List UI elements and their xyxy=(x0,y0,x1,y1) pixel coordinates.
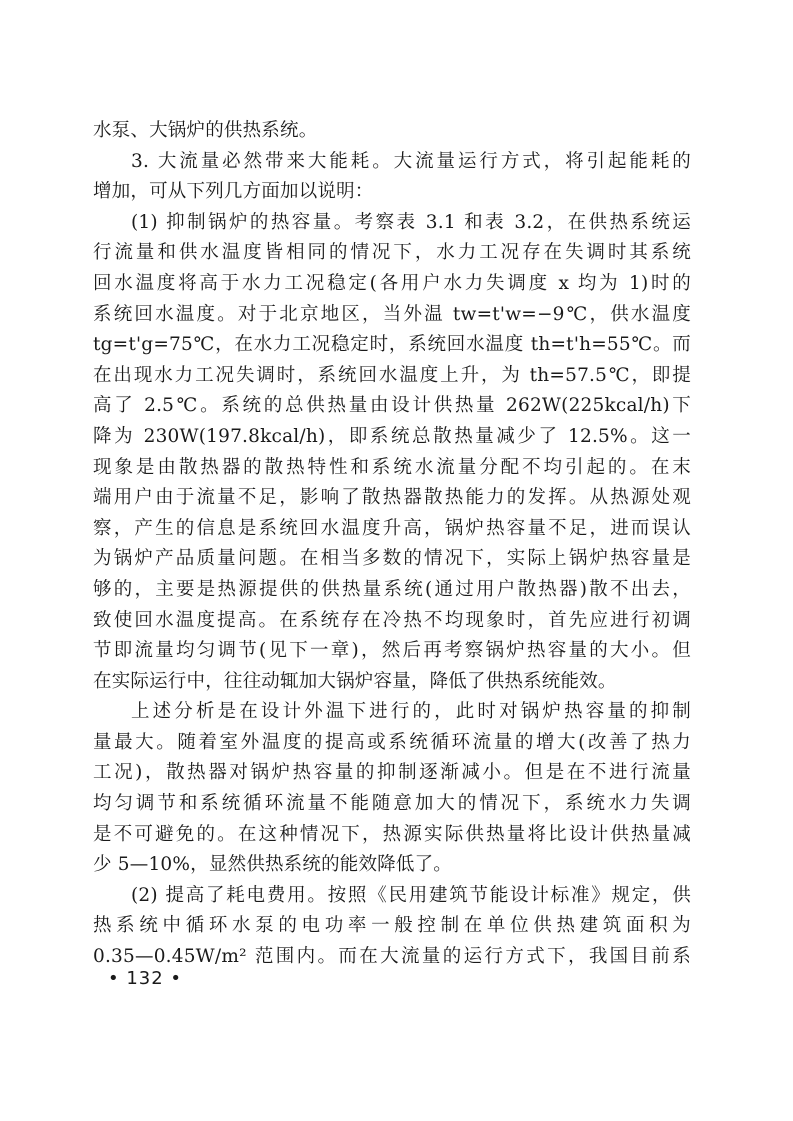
text-line: 现象是由散热器的散热特性和系统水流量分配不均引起的。在末 xyxy=(93,456,691,478)
text-line: 为锅炉产品质量问题。在相当多数的情况下，实际上锅炉热容量是 xyxy=(93,548,691,570)
text-line: tg=t'g=75℃，在水力工况稳定时，系统回水温度 th=t'h=55℃。而 xyxy=(93,334,691,356)
text-line: 工况)，散热器对锅炉热容量的抑制逐渐减小。但是在不进行流量 xyxy=(93,762,691,784)
text-line: (2) 提高了耗电费用。按照《民用建筑节能设计标准》规定，供 xyxy=(131,884,691,906)
text-line: 高了 2.5℃。系统的总供热量由设计供热量 262W(225kcal/h)下 xyxy=(93,395,691,417)
text-line: 热系统中循环水泵的电功率一般控制在单位供热建筑面积为 xyxy=(93,915,691,937)
page-number: • 132 • xyxy=(108,968,183,989)
text-line: 察，产生的信息是系统回水温度升高，锅炉热容量不足，进而误认 xyxy=(93,517,691,539)
text-line: 在实际运行中，往往动辄加大锅炉容量，降低了供热系统能效。 xyxy=(93,670,617,692)
text-line: 0.35—0.45W/m² 范围内。而在大流量的运行方式下，我国目前系 xyxy=(93,946,691,968)
text-line: 端用户由于流量不足，影响了散热器散热能力的发挥。从热源处观 xyxy=(93,487,691,509)
text-line: 节即流量均匀调节(见下一章)，然后再考察锅炉热容量的大小。但 xyxy=(93,640,691,662)
text-line: 水泵、大锅炉的供热系统。 xyxy=(93,120,318,141)
body-text xyxy=(93,116,691,973)
text-line: 3. 大流量必然带来大能耗。大流量运行方式，将引起能耗的 xyxy=(131,150,691,172)
text-line: 够的，主要是热源提供的供热量系统(通过用户散热器)散不出去， xyxy=(93,578,691,600)
text-line: 降为 230W(197.8kcal/h)，即系统总散热量减少了 12.5%。这一 xyxy=(93,425,691,447)
text-line: 增加，可从下列几方面加以说明： xyxy=(93,181,374,203)
text-line: (1) 抑制锅炉的热容量。考察表 3.1 和表 3.2，在供热系统运 xyxy=(131,211,691,233)
text-line: 回水温度将高于水力工况稳定(各用户水力失调度 x 均为 1)时的 xyxy=(93,272,691,294)
text-line: 致使回水温度提高。在系统存在冷热不均现象时，首先应进行初调 xyxy=(93,609,691,631)
text-line: 量最大。随着室外温度的提高或系统循环流量的增大(改善了热力 xyxy=(93,731,691,753)
text-line: 系统回水温度。对于北京地区，当外温 tw=t'w=−9℃，供水温度 xyxy=(93,303,691,325)
text-line: 是不可避免的。在这种情况下，热源实际供热量将比设计供热量减 xyxy=(93,823,691,845)
text-line: 少 5—10%，显然供热系统的能效降低了。 xyxy=(93,854,452,876)
text-line: 上述分析是在设计外温下进行的，此时对锅炉热容量的抑制 xyxy=(131,701,691,723)
text-line: 均匀调节和系统循环流量不能随意加大的情况下，系统水力失调 xyxy=(93,793,691,815)
text-line: 在出现水力工况失调时，系统回水温度上升，为 th=57.5℃，即提 xyxy=(93,364,691,386)
text-line: 行流量和供水温度皆相同的情况下，水力工况存在失调时其系统 xyxy=(93,242,691,264)
